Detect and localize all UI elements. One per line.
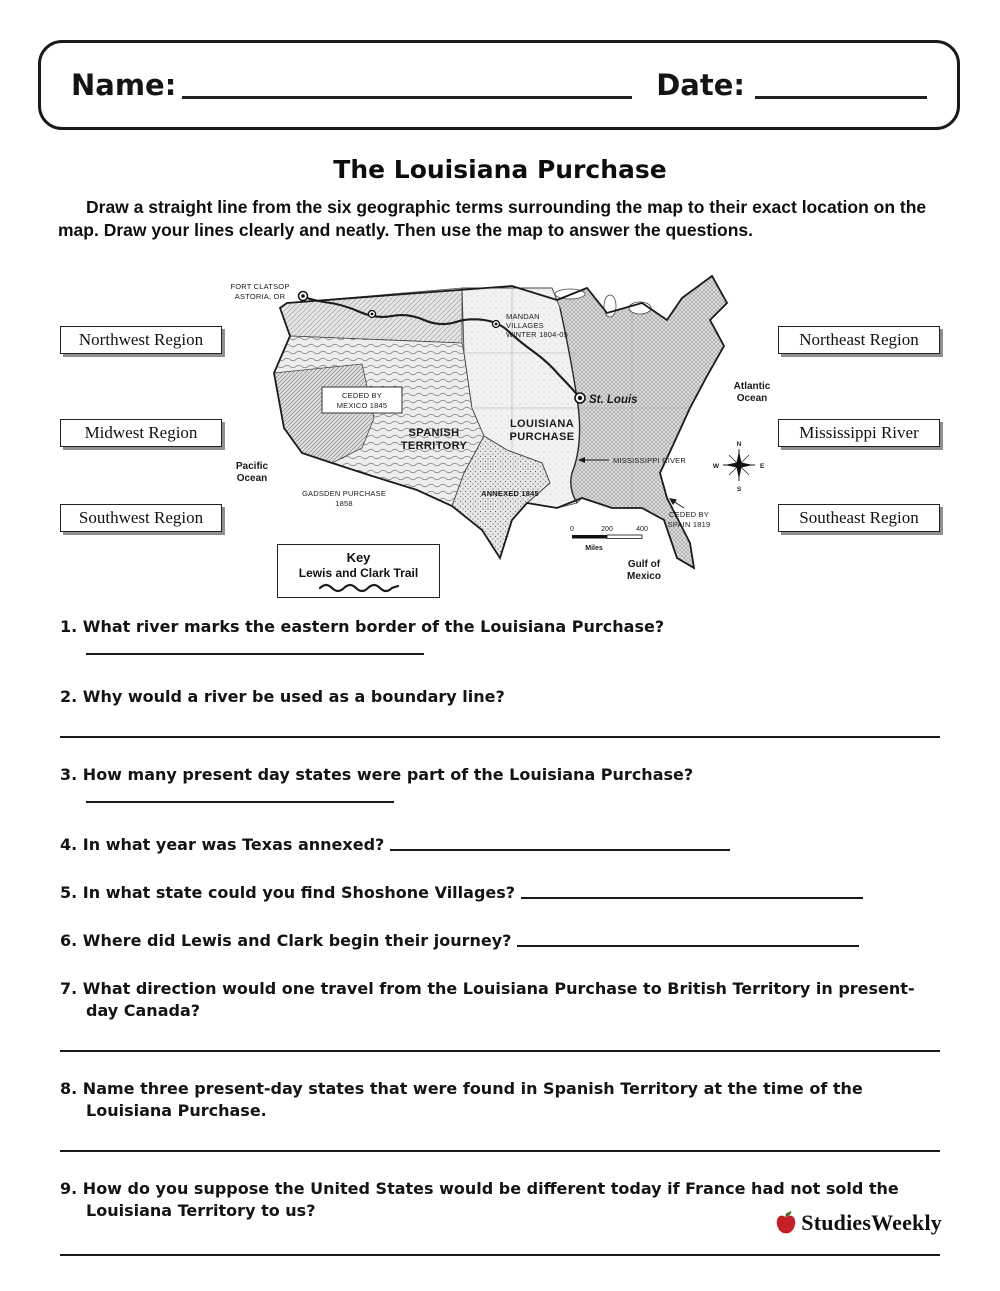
compass-rose-icon bbox=[713, 441, 765, 493]
compass-n-label: N bbox=[736, 441, 742, 448]
name-field[interactable] bbox=[182, 72, 632, 99]
question-5-text: In what state could you find Shoshone Villages? bbox=[82, 883, 516, 902]
st-louis-marker bbox=[575, 393, 585, 403]
st-louis-label: St. Louis bbox=[589, 394, 638, 406]
question-7-answer-blank[interactable] bbox=[60, 1050, 940, 1052]
mandan-label-3: WINTER 1804-05 bbox=[506, 330, 568, 339]
question-1 bbox=[60, 616, 940, 660]
question-4-number: 4. bbox=[60, 835, 78, 854]
region-box-southeast: Southeast Region bbox=[778, 504, 940, 532]
spanish-territory-label-1: SPANISH bbox=[408, 427, 460, 439]
mandan-label-2: VILLAGES bbox=[506, 321, 544, 330]
fort-clatsop-label-2: ASTORIA, OR bbox=[234, 292, 286, 301]
pacific-ocean-label-1: Pacific bbox=[235, 461, 269, 472]
ceded-mexico-label-2: MEXICO 1845 bbox=[336, 401, 388, 410]
question-7-number: 7. bbox=[60, 979, 78, 998]
annexed-label: ANNEXED 1845 bbox=[481, 489, 539, 498]
date-field[interactable] bbox=[755, 72, 927, 99]
ceded-mexico-label-box bbox=[322, 387, 402, 413]
key-item-lewis-clark: Lewis and Clark Trail bbox=[298, 566, 419, 580]
questions-list bbox=[60, 616, 940, 1282]
question-3-answer-blank[interactable] bbox=[86, 796, 394, 803]
scale-200-label: 200 bbox=[601, 526, 613, 533]
question-3 bbox=[60, 764, 940, 808]
question-6-number: 6. bbox=[60, 931, 78, 950]
atlantic-ocean-label-1: Atlantic bbox=[733, 381, 771, 392]
atlantic-ocean-label-2: Ocean bbox=[736, 393, 768, 404]
louisiana-purchase-label-1: LOUISIANA bbox=[509, 418, 575, 430]
region-box-northeast: Northeast Region bbox=[778, 326, 940, 354]
compass-s-label: S bbox=[736, 486, 742, 493]
compass-e-label: E bbox=[760, 463, 765, 470]
name-label: Name: bbox=[71, 68, 177, 102]
map-section bbox=[0, 258, 1000, 610]
gulf-of-mexico-label-2: Mexico bbox=[627, 571, 661, 582]
question-4-answer-blank[interactable] bbox=[390, 844, 730, 851]
ceded-spain-label-1: CEDED BY bbox=[669, 510, 709, 519]
scale-miles-label: Miles bbox=[585, 545, 603, 552]
fort-clatsop-label-1: FORT CLATSOP bbox=[230, 282, 290, 291]
mandan-label-1: MANDAN bbox=[506, 312, 540, 321]
question-8-answer-blank[interactable] bbox=[60, 1150, 940, 1152]
question-5-number: 5. bbox=[60, 883, 78, 902]
region-box-mississippi: Mississippi River bbox=[778, 419, 940, 447]
question-5 bbox=[60, 882, 940, 904]
brand-name: StudiesWeekly bbox=[801, 1210, 942, 1235]
key-title: Key bbox=[346, 550, 371, 565]
question-8-number: 8. bbox=[60, 1079, 78, 1098]
gulf-of-mexico-label-1: Gulf of bbox=[627, 559, 661, 570]
question-1-number: 1. bbox=[60, 617, 78, 636]
question-6-text: Where did Lewis and Clark begin their journey? bbox=[82, 931, 512, 950]
compass-w-label: W bbox=[712, 463, 719, 470]
map-key-box bbox=[277, 544, 440, 598]
question-1-answer-blank[interactable] bbox=[86, 648, 424, 655]
question-8 bbox=[60, 1078, 940, 1152]
mississippi-river-label: MISSISSIPPI RIVER bbox=[613, 456, 687, 465]
question-2 bbox=[60, 686, 940, 738]
spanish-territory-label-2: TERRITORY bbox=[400, 440, 468, 452]
ceded-mexico-label-1: CEDED BY bbox=[342, 391, 382, 400]
question-3-text: How many present day states were part of the Louisiana Purchase? bbox=[82, 765, 694, 784]
question-2-text: Why would a river be used as a boundary line? bbox=[82, 687, 505, 706]
region-box-midwest: Midwest Region bbox=[60, 419, 222, 447]
footer-brand bbox=[774, 1210, 942, 1236]
louisiana-purchase-label-2: PURCHASE bbox=[509, 431, 575, 443]
question-3-number: 3. bbox=[60, 765, 78, 784]
apple-logo-icon bbox=[774, 1210, 798, 1236]
ceded-spain-label-2: SPAIN 1819 bbox=[667, 520, 711, 529]
trail-waypoint-marker bbox=[369, 311, 376, 318]
trail-squiggle-icon bbox=[317, 580, 401, 593]
page-title: The Louisiana Purchase bbox=[333, 155, 667, 184]
mandan-villages-marker bbox=[493, 321, 500, 328]
scale-0-label: 0 bbox=[570, 526, 574, 533]
region-box-southwest: Southwest Region bbox=[60, 504, 222, 532]
instructions-text: Draw a straight line from the six geographic terms surrounding the map to their exact location on the map. Draw your lines clearly and neatly. Then use the map to answer the questions. bbox=[58, 197, 927, 241]
region-box-northwest: Northwest Region bbox=[60, 326, 222, 354]
question-4 bbox=[60, 834, 940, 856]
pacific-ocean-label-2: Ocean bbox=[236, 473, 268, 484]
question-9-answer-blank[interactable] bbox=[60, 1254, 940, 1256]
question-4-text: In what year was Texas annexed? bbox=[82, 835, 385, 854]
question-6 bbox=[60, 930, 940, 952]
question-7-text: What direction would one travel from the Louisiana Purchase to British Territory in present-day Canada? bbox=[82, 979, 915, 1020]
question-1-text: What river marks the eastern border of the Louisiana Purchase? bbox=[82, 617, 665, 636]
date-label: Date: bbox=[656, 68, 745, 102]
scale-bar bbox=[570, 526, 648, 552]
question-2-answer-blank[interactable] bbox=[60, 736, 940, 738]
question-9-text: How do you suppose the United States would be different today if France had not sold the Louisiana Territory to us? bbox=[82, 1179, 899, 1220]
question-8-text: Name three present-day states that were found in Spanish Territory at the time of the Louisiana Purchase. bbox=[82, 1079, 863, 1120]
scale-400-label: 400 bbox=[636, 526, 648, 533]
question-6-answer-blank[interactable] bbox=[517, 940, 859, 947]
question-2-number: 2. bbox=[60, 687, 78, 706]
gadsden-label-1: GADSDEN PURCHASE bbox=[301, 489, 387, 498]
name-date-box bbox=[38, 40, 960, 130]
question-9-number: 9. bbox=[60, 1179, 78, 1198]
fort-clatsop-marker bbox=[299, 292, 308, 301]
gadsden-label-2: 1858 bbox=[335, 499, 353, 508]
question-5-answer-blank[interactable] bbox=[521, 892, 863, 899]
question-7 bbox=[60, 978, 940, 1052]
